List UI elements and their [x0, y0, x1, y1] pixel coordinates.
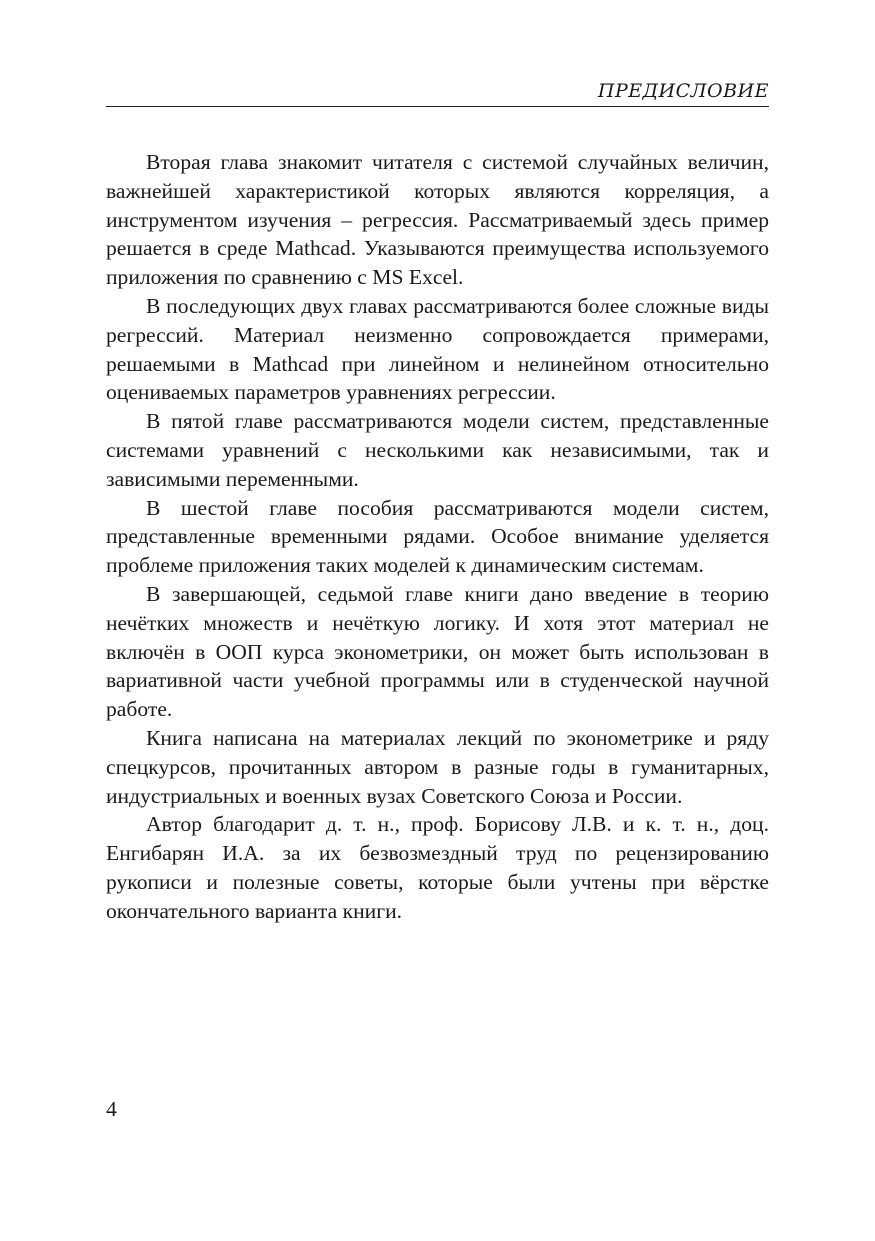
running-head-title: ПРЕДИСЛОВИЕ: [597, 80, 769, 102]
body-text: [106, 148, 769, 926]
paragraph: Автор благодарит д. т. н., проф. Борисову Л.В. и к. т. н., доц. Енгибарян И.А. за их безвозмездный труд по рецензированию рукописи и полезные советы, которые были учтены при вёрстке окончательного варианта книги.: [106, 812, 769, 923]
header-rule: [106, 106, 769, 107]
paragraph: Вторая глава знакомит читателя с системой случайных величин, важнейшей характеристикой которых являются корреляция, а инструментом изучения – регрессия. Рассматриваемый здесь пример решается в среде Mathcad. Указываются преимущества используемого приложения по сравнению с MS Excel.: [106, 150, 769, 290]
page-number: 4: [106, 1097, 117, 1121]
paragraph: В пятой главе рассматриваются модели систем, представленные системами уравнений с несколькими как независимыми, так и зависимыми переменными.: [106, 409, 769, 491]
paragraph: В шестой главе пособия рассматриваются модели систем, представленные временными рядами. Особое внимание уделяется проблеме приложения таких моделей к динамическим системам.: [106, 495, 769, 578]
paragraph: В последующих двух главах рассматриваются более сложные виды регрессий. Материал неизменно сопровождается примерами, решаемыми в Mathcad при линейном и нелинейном относительно оцениваемых параметров уравнениях регрессии.: [106, 293, 769, 405]
paragraph: В завершающей, седьмой главе книги дано введение в теорию нечётких множеств и нечёткую логику. И хотя этот материал не включён в ООП курса эконометрики, он может быть использован в вариативной части учебной программы или в студенческой научной работе.: [106, 581, 769, 722]
paragraph: Книга написана на материалах лекций по эконометрике и ряду спецкурсов, прочитанных автором в разные годы в гуманитарных, индустриальных и военных вузах Советского Союза и России.: [106, 725, 769, 808]
